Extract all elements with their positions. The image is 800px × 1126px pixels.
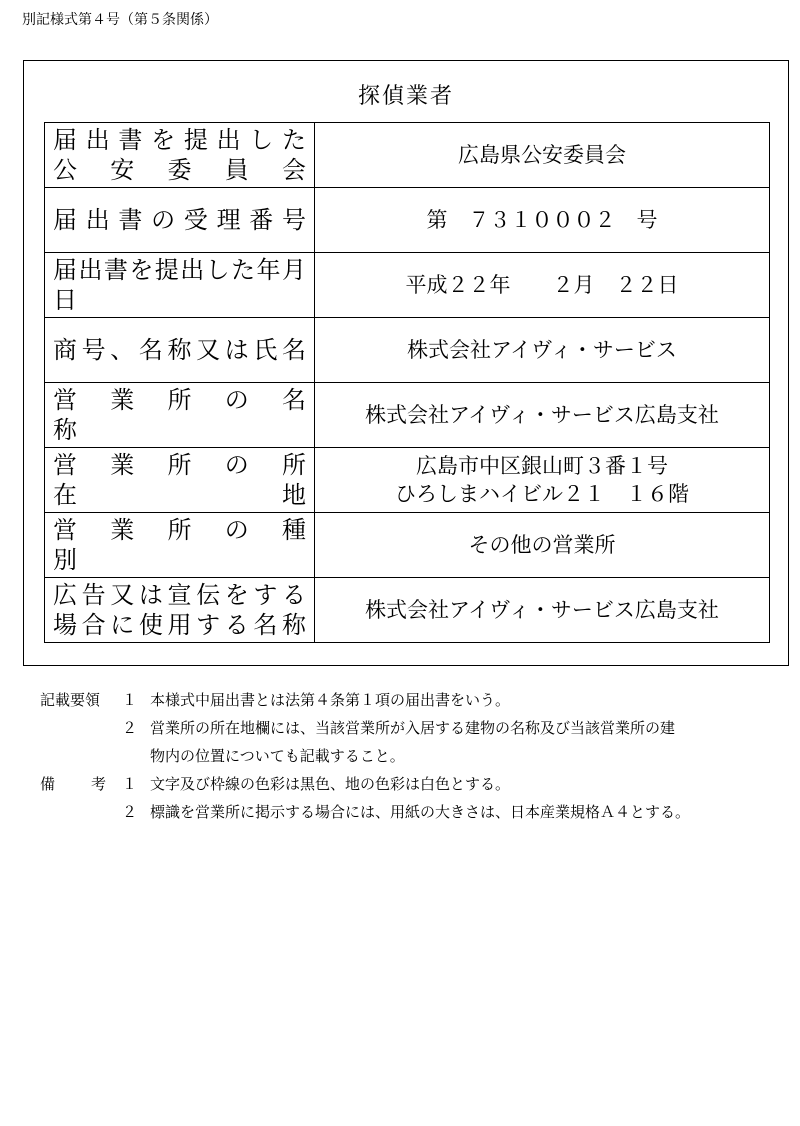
notes-section (40, 686, 785, 826)
biko-char: 考 (90, 775, 106, 793)
note-text: 標識を営業所に掲示する場合には、用紙の大きさは、日本産業規格Ａ４とする。 (150, 803, 691, 821)
note-text: 営業所の所在地欄には、当該営業所が入居する建物の名称及び当該営業所の建 (150, 719, 676, 737)
label-line: 営 業 所 の 所 在 地 (53, 451, 330, 509)
label-line: 届出書を提出した年月日 (53, 256, 306, 314)
label-cell (45, 123, 315, 188)
note-number: ２ (122, 719, 138, 737)
note-item (40, 798, 785, 826)
label-cell (45, 188, 315, 253)
notes-heading-biko (40, 770, 122, 798)
value-line: 株式会社アイヴィ・サービス広島支社 (365, 403, 719, 427)
label-line: 公 安 委 員 会 (53, 156, 306, 184)
note-item (40, 686, 785, 714)
biko-char: 備 (40, 775, 56, 793)
value-line: 広島市中区銀山町３番１号 (416, 454, 668, 478)
label-cell (45, 513, 330, 578)
value-line: 株式会社アイヴィ・サービス広島支社 (365, 598, 719, 622)
form-reference: 別記様式第４号（第５条関係） (22, 12, 218, 28)
note-number: １ (122, 691, 138, 709)
table-row (45, 318, 770, 383)
note-text: 文字及び枠線の色彩は黒色、地の色彩は白色とする。 (150, 775, 511, 793)
note-head-spacer (40, 714, 122, 742)
note-item (40, 770, 785, 798)
sign-frame (23, 60, 789, 666)
label-line: 商号、名称又は氏名 (53, 336, 306, 364)
label-line: 広告又は宣伝をする (53, 581, 306, 609)
label-cell (45, 253, 315, 318)
note-number: １ (122, 775, 138, 793)
table-row (45, 578, 770, 643)
value-line: 第 ７３１０００２ 号 (426, 208, 658, 232)
label-line: 届出書の受理番号 (53, 206, 306, 234)
value-line: 平成２２年 ２月 ２２日 (405, 273, 679, 297)
table-row (45, 513, 770, 578)
label-line: 営 業 所 の 名 称 (53, 386, 330, 444)
label-cell (45, 383, 330, 448)
table-row (45, 188, 770, 253)
label-line: 場合に使用する名称 (53, 611, 306, 639)
note-text: 本様式中届出書とは法第４条第１項の届出書をいう。 (150, 691, 511, 709)
note-continuation: 物内の位置についても記載すること。 (150, 747, 405, 765)
value-cell (315, 383, 770, 448)
value-line: 株式会社アイヴィ・サービス (407, 338, 677, 362)
label-cell (45, 318, 315, 383)
note-head-spacer (40, 798, 122, 826)
sign-table (44, 122, 770, 643)
sign-title: 探偵業者 (357, 84, 454, 109)
value-cell (315, 448, 770, 513)
table-row (45, 448, 770, 513)
label-line: 届出書を提出した (53, 126, 306, 154)
value-cell (315, 188, 770, 253)
notes-heading-kisai: 記載要領 (40, 691, 101, 709)
value-cell (315, 253, 770, 318)
value-line: その他の営業所 (468, 533, 616, 557)
note-item (40, 714, 785, 742)
value-cell (315, 123, 770, 188)
value-line: ひろしまハイビル２１ １６階 (395, 482, 689, 506)
table-row (45, 253, 770, 318)
label-cell (45, 448, 330, 513)
value-cell (315, 578, 770, 643)
label-line: 営 業 所 の 種 別 (53, 516, 330, 574)
value-cell (315, 513, 770, 578)
label-cell (45, 578, 315, 643)
table-row (45, 383, 770, 448)
value-line: 広島県公安委員会 (458, 143, 626, 167)
note-number: ２ (122, 803, 138, 821)
value-cell (315, 318, 770, 383)
table-row (45, 123, 770, 188)
